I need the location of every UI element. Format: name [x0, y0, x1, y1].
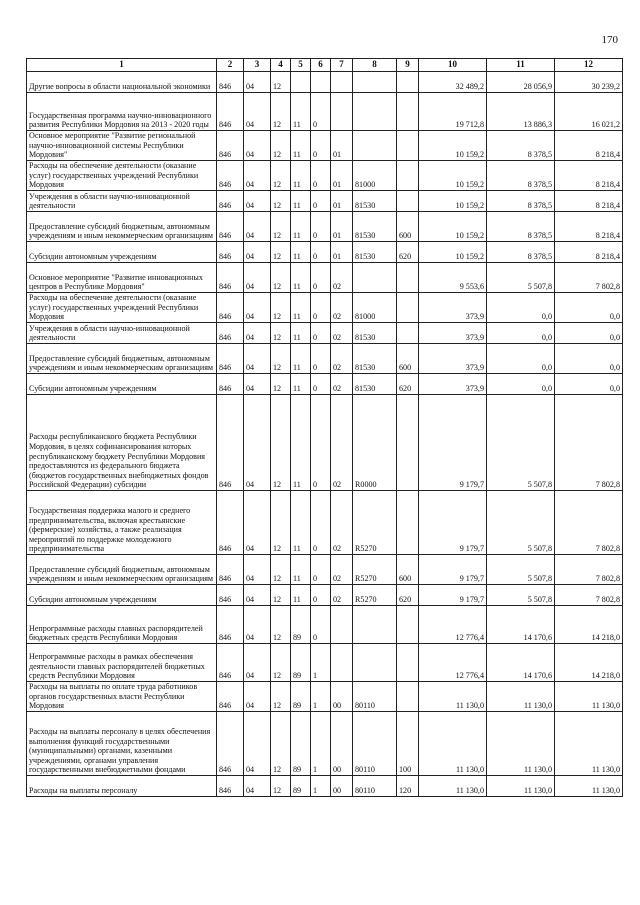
cell-v10: 9 553,6 [419, 263, 487, 293]
cell-c2: 846 [217, 93, 244, 131]
cell-c5: 11 [291, 242, 311, 263]
row-name: Государственная программа научно-инновационного развития Республики Мордовия на 2013 - 2020 годы [27, 93, 217, 131]
row-name: Учреждения в области научно-инновационной деятельности [27, 323, 217, 344]
row-name: Предоставление субсидий бюджетным, автономным учреждениям и иным некоммерческим организациям [27, 344, 217, 374]
table-row [27, 555, 623, 585]
cell-c4: 12 [271, 374, 291, 395]
cell-c4: 12 [271, 131, 291, 161]
table-row [27, 72, 623, 93]
cell-v11: 5 507,8 [487, 491, 555, 555]
cell-c2: 846 [217, 344, 244, 374]
cell-c8: 80110 [353, 682, 397, 712]
cell-c9 [397, 191, 419, 212]
cell-v11: 0,0 [487, 344, 555, 374]
column-header-2: 2 [217, 59, 244, 72]
cell-c2: 846 [217, 776, 244, 797]
cell-c2: 846 [217, 293, 244, 323]
cell-v11: 0,0 [487, 374, 555, 395]
cell-c3: 04 [244, 374, 271, 395]
cell-c3: 04 [244, 395, 271, 491]
cell-v10: 11 130,0 [419, 712, 487, 776]
row-name: Расходы на обеспечение деятельности (оказание услуг) государственных учреждений Республики Мордовия [27, 293, 217, 323]
cell-c8: R5270 [353, 555, 397, 585]
row-name: Непрограммные расходы главных распорядителей бюджетных средств Республики Мордовия [27, 606, 217, 644]
cell-c9: 600 [397, 212, 419, 242]
cell-v10: 11 130,0 [419, 682, 487, 712]
cell-c9 [397, 323, 419, 344]
cell-v10: 12 776,4 [419, 644, 487, 682]
cell-v11: 8 378,5 [487, 131, 555, 161]
cell-c2: 846 [217, 374, 244, 395]
cell-v11: 11 130,0 [487, 776, 555, 797]
cell-v10: 9 179,7 [419, 585, 487, 606]
table-row [27, 776, 623, 797]
cell-c7: 02 [331, 395, 353, 491]
cell-c9 [397, 293, 419, 323]
cell-v10: 10 159,2 [419, 131, 487, 161]
cell-c3: 04 [244, 323, 271, 344]
cell-c9 [397, 682, 419, 712]
cell-c9 [397, 263, 419, 293]
cell-c2: 846 [217, 191, 244, 212]
cell-c4: 12 [271, 323, 291, 344]
table-row [27, 395, 623, 491]
cell-c6: 0 [311, 242, 331, 263]
table-row [27, 585, 623, 606]
cell-c5: 11 [291, 93, 311, 131]
cell-v12: 30 239,2 [555, 72, 623, 93]
cell-c3: 04 [244, 585, 271, 606]
cell-c2: 846 [217, 395, 244, 491]
cell-v12: 11 130,0 [555, 712, 623, 776]
row-name: Расходы на обеспечение деятельности (оказание услуг) государственных учреждений Республики Мордовия [27, 161, 217, 191]
cell-c6: 0 [311, 93, 331, 131]
cell-c4: 12 [271, 344, 291, 374]
row-name: Непрограммные расходы в рамках обеспечения деятельности главных распорядителей бюджетных средств Республики Мордовия [27, 644, 217, 682]
cell-c5: 89 [291, 712, 311, 776]
cell-c3: 04 [244, 131, 271, 161]
cell-c5: 11 [291, 395, 311, 491]
cell-v10: 32 489,2 [419, 72, 487, 93]
row-name: Основное мероприятие "Развитие региональной научно-инновационной системы Республики Мордовия" [27, 131, 217, 161]
cell-c7: 02 [331, 555, 353, 585]
cell-c3: 04 [244, 293, 271, 323]
row-name: Субсидии автономным учреждениям [27, 585, 217, 606]
cell-v10: 19 712,8 [419, 93, 487, 131]
cell-c4: 12 [271, 644, 291, 682]
cell-c6: 0 [311, 585, 331, 606]
cell-c9 [397, 72, 419, 93]
cell-c9 [397, 131, 419, 161]
cell-c9 [397, 395, 419, 491]
cell-v11: 5 507,8 [487, 263, 555, 293]
cell-c4: 12 [271, 212, 291, 242]
cell-c6: 0 [311, 293, 331, 323]
cell-c2: 846 [217, 606, 244, 644]
cell-c9 [397, 93, 419, 131]
cell-c6: 1 [311, 712, 331, 776]
cell-c3: 04 [244, 644, 271, 682]
cell-v10: 373,9 [419, 374, 487, 395]
cell-c8: 81530 [353, 191, 397, 212]
cell-c4: 12 [271, 395, 291, 491]
cell-c4: 12 [271, 682, 291, 712]
cell-c3: 04 [244, 776, 271, 797]
cell-v12: 7 802,8 [555, 395, 623, 491]
cell-c2: 846 [217, 242, 244, 263]
cell-c8: 81530 [353, 212, 397, 242]
cell-v11: 28 056,9 [487, 72, 555, 93]
cell-c8: 80110 [353, 776, 397, 797]
table-row [27, 323, 623, 344]
cell-c8 [353, 263, 397, 293]
cell-c2: 846 [217, 491, 244, 555]
cell-v12: 8 218,4 [555, 242, 623, 263]
cell-c2: 846 [217, 323, 244, 344]
cell-c3: 04 [244, 263, 271, 293]
cell-v11: 14 170,6 [487, 644, 555, 682]
cell-v12: 0,0 [555, 344, 623, 374]
cell-c9: 620 [397, 585, 419, 606]
cell-v11: 8 378,5 [487, 242, 555, 263]
cell-c6: 0 [311, 374, 331, 395]
cell-c4: 12 [271, 585, 291, 606]
cell-c7: 02 [331, 323, 353, 344]
cell-c6: 0 [311, 263, 331, 293]
cell-c6 [311, 72, 331, 93]
column-header-7: 7 [331, 59, 353, 72]
table-row [27, 606, 623, 644]
table-row [27, 491, 623, 555]
cell-c2: 846 [217, 682, 244, 712]
column-header-10: 10 [419, 59, 487, 72]
cell-c4: 12 [271, 93, 291, 131]
page-number: 170 [601, 34, 618, 46]
cell-v12: 7 802,8 [555, 263, 623, 293]
cell-v11: 5 507,8 [487, 395, 555, 491]
cell-v12: 8 218,4 [555, 161, 623, 191]
cell-c5: 11 [291, 585, 311, 606]
column-header-6: 6 [311, 59, 331, 72]
cell-c5: 11 [291, 491, 311, 555]
cell-v11: 5 507,8 [487, 555, 555, 585]
cell-c3: 04 [244, 712, 271, 776]
column-header-4: 4 [271, 59, 291, 72]
row-name: Субсидии автономным учреждениям [27, 374, 217, 395]
cell-c4: 12 [271, 293, 291, 323]
cell-c5: 11 [291, 555, 311, 585]
cell-c2: 846 [217, 712, 244, 776]
cell-c5: 11 [291, 191, 311, 212]
cell-c4: 12 [271, 491, 291, 555]
cell-c2: 846 [217, 644, 244, 682]
cell-c5: 11 [291, 212, 311, 242]
cell-c8 [353, 93, 397, 131]
cell-c7: 00 [331, 712, 353, 776]
cell-c9: 100 [397, 712, 419, 776]
cell-v11: 11 130,0 [487, 682, 555, 712]
cell-c5: 89 [291, 682, 311, 712]
cell-c5: 11 [291, 323, 311, 344]
cell-c4: 12 [271, 72, 291, 93]
cell-v12: 8 218,4 [555, 212, 623, 242]
column-header-8: 8 [353, 59, 397, 72]
cell-v11: 8 378,5 [487, 212, 555, 242]
cell-v10: 9 179,7 [419, 555, 487, 585]
cell-c8 [353, 644, 397, 682]
cell-v10: 9 179,7 [419, 395, 487, 491]
cell-c6: 0 [311, 344, 331, 374]
cell-c4: 12 [271, 161, 291, 191]
cell-c9 [397, 606, 419, 644]
cell-c2: 846 [217, 131, 244, 161]
cell-c7: 01 [331, 191, 353, 212]
row-name: Государственная поддержка малого и среднего предпринимательства, включая крестьянские (фермерские) хозяйства, а также реализация мероприятий по поддержке молодежного предпринимательства [27, 491, 217, 555]
cell-v12: 16 021,2 [555, 93, 623, 131]
cell-c7: 02 [331, 344, 353, 374]
column-header-11: 11 [487, 59, 555, 72]
table-row [27, 191, 623, 212]
cell-v10: 12 776,4 [419, 606, 487, 644]
cell-c5 [291, 72, 311, 93]
cell-c2: 846 [217, 585, 244, 606]
cell-c5: 11 [291, 293, 311, 323]
cell-c7: 01 [331, 131, 353, 161]
cell-c8 [353, 131, 397, 161]
budget-table [26, 58, 623, 797]
cell-c8: R0000 [353, 395, 397, 491]
cell-c5: 89 [291, 776, 311, 797]
cell-v12: 8 218,4 [555, 131, 623, 161]
table-row [27, 93, 623, 131]
cell-c5: 11 [291, 161, 311, 191]
cell-c8 [353, 72, 397, 93]
cell-c8: 81530 [353, 323, 397, 344]
cell-c9: 120 [397, 776, 419, 797]
table-row [27, 263, 623, 293]
column-header-3: 3 [244, 59, 271, 72]
cell-c4: 12 [271, 606, 291, 644]
column-header-1: 1 [27, 59, 217, 72]
cell-c3: 04 [244, 555, 271, 585]
cell-c8: 81530 [353, 374, 397, 395]
row-name: Расходы на выплаты по оплате труда работников органов государственных власти Республики Мордовия [27, 682, 217, 712]
row-name: Основное мероприятие "Развитие инновационных центров в Республике Мордовия" [27, 263, 217, 293]
cell-c7 [331, 644, 353, 682]
cell-v11: 5 507,8 [487, 585, 555, 606]
row-name: Расходы республиканского бюджета Республики Мордовия, в целях софинансирования которых республиканскому бюджету Республики Мордовия предоставляются из федерального бюджета (бюджетов государственных внебюджетных фондов Российской Федерации) субсидии [27, 395, 217, 491]
row-name: Учреждения в области научно-инновационной деятельности [27, 191, 217, 212]
cell-c8: 81000 [353, 161, 397, 191]
cell-c9: 620 [397, 374, 419, 395]
cell-v12: 14 218,0 [555, 606, 623, 644]
cell-c9: 620 [397, 242, 419, 263]
cell-c5: 11 [291, 374, 311, 395]
cell-v10: 373,9 [419, 293, 487, 323]
cell-c7: 01 [331, 161, 353, 191]
cell-c9 [397, 644, 419, 682]
cell-v10: 11 130,0 [419, 776, 487, 797]
cell-c3: 04 [244, 212, 271, 242]
cell-c7: 02 [331, 585, 353, 606]
cell-c9: 600 [397, 555, 419, 585]
cell-c9 [397, 491, 419, 555]
cell-c8 [353, 606, 397, 644]
header-row [27, 59, 623, 72]
cell-v11: 11 130,0 [487, 712, 555, 776]
cell-v10: 373,9 [419, 323, 487, 344]
cell-c8: 80110 [353, 712, 397, 776]
cell-v12: 7 802,8 [555, 585, 623, 606]
row-name: Расходы на выплаты персоналу [27, 776, 217, 797]
cell-c6: 0 [311, 323, 331, 344]
cell-c5: 89 [291, 606, 311, 644]
table-row [27, 344, 623, 374]
cell-c2: 846 [217, 555, 244, 585]
cell-v12: 0,0 [555, 374, 623, 395]
cell-c9 [397, 161, 419, 191]
table-row [27, 131, 623, 161]
cell-c6: 0 [311, 191, 331, 212]
cell-v12: 7 802,8 [555, 555, 623, 585]
cell-v11: 14 170,6 [487, 606, 555, 644]
cell-c7: 02 [331, 293, 353, 323]
table-row [27, 682, 623, 712]
cell-c2: 846 [217, 263, 244, 293]
cell-c4: 12 [271, 555, 291, 585]
cell-c7 [331, 72, 353, 93]
cell-c7: 00 [331, 776, 353, 797]
cell-c6: 0 [311, 491, 331, 555]
cell-c6: 1 [311, 644, 331, 682]
cell-c5: 11 [291, 131, 311, 161]
cell-c7: 02 [331, 491, 353, 555]
cell-v10: 373,9 [419, 344, 487, 374]
cell-c3: 04 [244, 242, 271, 263]
cell-v10: 10 159,2 [419, 212, 487, 242]
cell-c7: 02 [331, 263, 353, 293]
cell-c2: 846 [217, 161, 244, 191]
cell-c4: 12 [271, 191, 291, 212]
cell-c6: 0 [311, 212, 331, 242]
cell-c7: 01 [331, 242, 353, 263]
cell-c7 [331, 606, 353, 644]
column-header-9: 9 [397, 59, 419, 72]
table-row [27, 161, 623, 191]
cell-c3: 04 [244, 682, 271, 712]
cell-c3: 04 [244, 93, 271, 131]
cell-c8: R5270 [353, 585, 397, 606]
cell-c6: 1 [311, 682, 331, 712]
cell-c5: 89 [291, 644, 311, 682]
cell-v10: 10 159,2 [419, 161, 487, 191]
cell-c5: 11 [291, 263, 311, 293]
table-row [27, 712, 623, 776]
column-header-5: 5 [291, 59, 311, 72]
cell-c6: 0 [311, 606, 331, 644]
cell-c3: 04 [244, 72, 271, 93]
cell-c3: 04 [244, 606, 271, 644]
cell-v10: 9 179,7 [419, 491, 487, 555]
cell-v12: 7 802,8 [555, 491, 623, 555]
row-name: Расходы на выплаты персоналу в целях обеспечения выполнения функций государственными (муниципальными) органами, казенными учреждениями, органами управления государственными внебюджетными фондами [27, 712, 217, 776]
cell-v12: 14 218,0 [555, 644, 623, 682]
cell-c6: 1 [311, 776, 331, 797]
cell-c8: 81530 [353, 242, 397, 263]
row-name: Предоставление субсидий бюджетным, автономным учреждениям и иным некоммерческим организациям [27, 555, 217, 585]
cell-c4: 12 [271, 776, 291, 797]
row-name: Предоставление субсидий бюджетным, автономным учреждениям и иным некоммерческим организациям [27, 212, 217, 242]
cell-c8: 81000 [353, 293, 397, 323]
row-name: Другие вопросы в области национальной экономики [27, 72, 217, 93]
cell-c3: 04 [244, 191, 271, 212]
cell-c6: 0 [311, 395, 331, 491]
cell-c8: R5270 [353, 491, 397, 555]
table-row [27, 293, 623, 323]
table-row [27, 644, 623, 682]
table-row [27, 212, 623, 242]
cell-v11: 0,0 [487, 293, 555, 323]
cell-v11: 8 378,5 [487, 161, 555, 191]
cell-v12: 11 130,0 [555, 776, 623, 797]
cell-v12: 8 218,4 [555, 191, 623, 212]
cell-c7 [331, 93, 353, 131]
cell-v11: 0,0 [487, 323, 555, 344]
cell-c2: 846 [217, 212, 244, 242]
cell-c5: 11 [291, 344, 311, 374]
cell-c6: 0 [311, 555, 331, 585]
row-name: Субсидии автономным учреждениям [27, 242, 217, 263]
cell-v12: 0,0 [555, 323, 623, 344]
cell-c7: 02 [331, 374, 353, 395]
cell-v11: 8 378,5 [487, 191, 555, 212]
cell-c3: 04 [244, 344, 271, 374]
cell-c3: 04 [244, 161, 271, 191]
cell-c3: 04 [244, 491, 271, 555]
cell-c4: 12 [271, 712, 291, 776]
cell-c8: 81530 [353, 344, 397, 374]
cell-v11: 13 886,3 [487, 93, 555, 131]
cell-c4: 12 [271, 242, 291, 263]
cell-v12: 0,0 [555, 293, 623, 323]
cell-c7: 00 [331, 682, 353, 712]
cell-v12: 11 130,0 [555, 682, 623, 712]
cell-c9: 600 [397, 344, 419, 374]
column-header-12: 12 [555, 59, 623, 72]
cell-v10: 10 159,2 [419, 191, 487, 212]
table-row [27, 374, 623, 395]
cell-v10: 10 159,2 [419, 242, 487, 263]
cell-c6: 0 [311, 131, 331, 161]
cell-c6: 0 [311, 161, 331, 191]
cell-c4: 12 [271, 263, 291, 293]
cell-c7: 01 [331, 212, 353, 242]
table-row [27, 242, 623, 263]
cell-c2: 846 [217, 72, 244, 93]
table-body [27, 72, 623, 797]
